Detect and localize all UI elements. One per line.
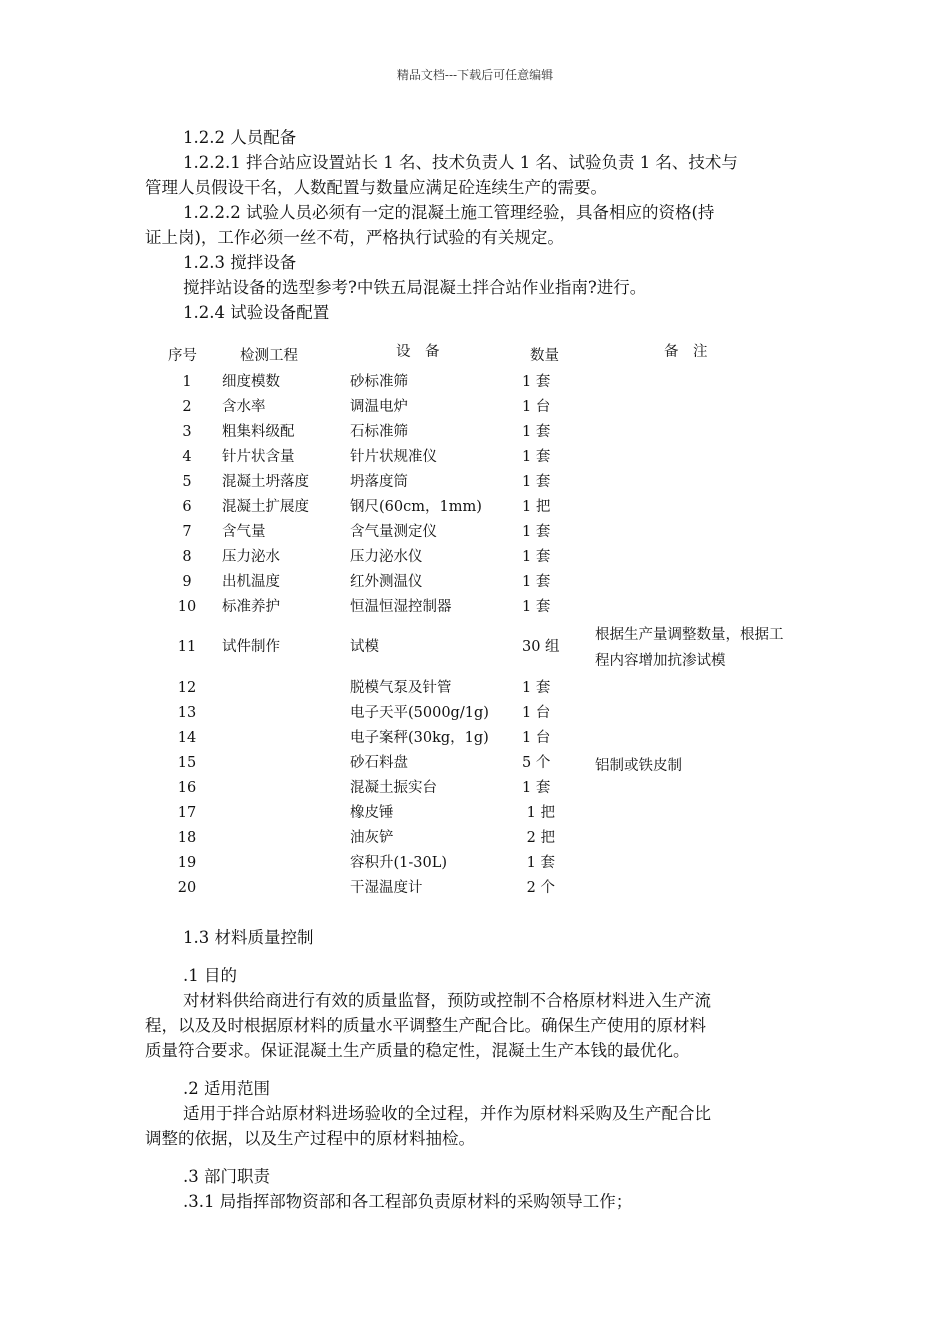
paragraph-line: 1.2.2.1 拌合站应设置站长 1 名、技术负责人 1 名、试验负责 1 名、技术与 <box>183 153 738 172</box>
cell-quantity: 1 套 <box>522 574 551 590</box>
cell-quantity: 1 套 <box>522 374 551 390</box>
cell-equipment: 调温电炉 <box>350 399 408 415</box>
cell-quantity: 1 套 <box>522 549 551 565</box>
cell-no: 17 <box>177 805 197 821</box>
cell-no: 8 <box>182 549 192 565</box>
cell-quantity: 1 套 <box>522 524 551 540</box>
cell-no: 19 <box>177 855 197 871</box>
cell-no: 2 <box>182 399 192 415</box>
paragraph-line: 1.2.2.2 试验人员必须有一定的混凝土施工管理经验，具备相应的资格(持 <box>183 203 715 222</box>
cell-quantity: 5 个 <box>522 755 551 771</box>
cell-no: 11 <box>177 639 197 655</box>
col-header-item: 检测工程 <box>240 348 298 364</box>
cell-equipment: 砂石料盘 <box>350 755 408 771</box>
heading-purpose: .1 目的 <box>183 966 237 985</box>
paragraph-line: 搅拌站设备的选型参考?中铁五局混凝土拌合站作业指南?进行。 <box>183 278 647 297</box>
cell-item: 出机温度 <box>222 574 280 590</box>
cell-equipment: 含气量测定仪 <box>350 524 437 540</box>
table-row <box>0 728 950 753</box>
table-row <box>0 627 950 669</box>
cell-no: 5 <box>182 474 192 490</box>
cell-no: 16 <box>177 780 197 796</box>
heading-1-3: 1.3 材料质量控制 <box>183 928 314 947</box>
cell-equipment: 电子案秤(30kg，1g) <box>350 730 489 746</box>
cell-no: 13 <box>177 705 197 721</box>
cell-quantity: 30 组 <box>522 639 560 655</box>
cell-item: 标准养护 <box>222 599 280 615</box>
paragraph-line: 证上岗)，工作必须一丝不苟，严格执行试验的有关规定。 <box>145 228 564 247</box>
cell-note: 根据生产量调整数量，根据工程内容增加抗渗试模 <box>595 627 784 669</box>
cell-equipment: 油灰铲 <box>350 830 394 846</box>
col-header-no: 序号 <box>168 348 197 364</box>
cell-no: 1 <box>182 374 192 390</box>
heading-responsibilities: .3 部门职责 <box>183 1167 270 1186</box>
cell-quantity: 1 套 <box>522 680 551 696</box>
cell-no: 12 <box>177 680 197 696</box>
page-header: 精品文档---下载后可任意编辑 <box>396 68 554 82</box>
table-row <box>0 372 950 397</box>
cell-equipment: 脱模气泵及针管 <box>350 680 452 696</box>
cell-quantity: 2 把 <box>522 830 555 846</box>
cell-equipment: 针片状规准仪 <box>350 449 437 465</box>
cell-note: 铝制或铁皮制 <box>595 758 682 774</box>
cell-quantity: 1 套 <box>522 855 555 871</box>
cell-no: 15 <box>177 755 197 771</box>
cell-item: 针片状含量 <box>222 449 295 465</box>
cell-equipment: 干湿温度计 <box>350 880 423 896</box>
table-row <box>0 778 950 803</box>
cell-item: 含水率 <box>222 399 266 415</box>
cell-item: 压力泌水 <box>222 549 280 565</box>
table-row <box>0 703 950 728</box>
cell-item: 混凝土坍落度 <box>222 474 309 490</box>
col-header-quantity: 数量 <box>530 348 559 364</box>
col-header-note: 备 注 <box>664 344 708 360</box>
cell-quantity: 1 套 <box>522 599 551 615</box>
cell-no: 6 <box>182 499 192 515</box>
cell-item: 含气量 <box>222 524 266 540</box>
cell-equipment: 电子天平(5000g/1g) <box>350 705 489 721</box>
cell-no: 14 <box>177 730 197 746</box>
cell-item: 细度模数 <box>222 374 280 390</box>
cell-item: 试件制作 <box>222 639 280 655</box>
paragraph-line: 适用于拌合站原材料进场验收的全过程，并作为原材料采购及生产配合比 <box>183 1104 711 1123</box>
cell-quantity: 1 台 <box>522 399 551 415</box>
table-row <box>0 422 950 447</box>
cell-item: 粗集料级配 <box>222 424 295 440</box>
paragraph-line: .3.1 局指挥部物资部和各工程部负责原材料的采购领导工作； <box>183 1192 633 1211</box>
table-row <box>0 522 950 547</box>
cell-equipment: 坍落度筒 <box>350 474 408 490</box>
table-row <box>0 447 950 472</box>
cell-quantity: 1 套 <box>522 474 551 490</box>
heading-1-2-3: 1.2.3 搅拌设备 <box>183 253 297 272</box>
cell-equipment: 钢尺(60cm，1mm) <box>350 499 482 515</box>
cell-quantity: 1 台 <box>522 730 551 746</box>
cell-quantity: 1 套 <box>522 424 551 440</box>
cell-equipment: 试模 <box>350 639 379 655</box>
cell-equipment: 红外测温仪 <box>350 574 423 590</box>
cell-no: 9 <box>182 574 192 590</box>
cell-no: 18 <box>177 830 197 846</box>
table-row <box>0 753 950 778</box>
cell-quantity: 1 套 <box>522 780 551 796</box>
paragraph-line: 管理人员假设干名，人数配置与数量应满足砼连续生产的需要。 <box>145 178 607 197</box>
cell-quantity: 2 个 <box>522 880 555 896</box>
table-row <box>0 472 950 497</box>
cell-no: 7 <box>182 524 192 540</box>
heading-1-2-2: 1.2.2 人员配备 <box>183 128 297 147</box>
paragraph-line: 质量符合要求。保证混凝土生产质量的稳定性，混凝土生产本钱的最优化。 <box>145 1041 690 1060</box>
paragraph-line: 调整的依据，以及生产过程中的原材料抽检。 <box>145 1129 475 1148</box>
cell-quantity: 1 台 <box>522 705 551 721</box>
cell-equipment: 恒温恒湿控制器 <box>350 599 452 615</box>
table-row <box>0 547 950 572</box>
cell-no: 20 <box>177 880 197 896</box>
equipment-table <box>0 338 950 898</box>
heading-scope: .2 适用范围 <box>183 1079 270 1098</box>
table-row <box>0 878 950 903</box>
table-row <box>0 803 950 828</box>
table-row <box>0 678 950 703</box>
paragraph-line: 程，以及及时根据原材料的质量水平调整生产配合比。确保生产使用的原材料 <box>145 1016 706 1035</box>
cell-equipment: 容积升(1-30L) <box>350 855 448 871</box>
cell-equipment: 混凝土振实台 <box>350 780 437 796</box>
cell-no: 10 <box>177 599 197 615</box>
cell-quantity: 1 套 <box>522 449 551 465</box>
table-row <box>0 828 950 853</box>
table-row <box>0 853 950 878</box>
cell-quantity: 1 把 <box>522 805 555 821</box>
cell-no: 4 <box>182 449 192 465</box>
paragraph-line: 对材料供给商进行有效的质量监督，预防或控制不合格原材料进入生产流 <box>183 991 711 1010</box>
heading-1-2-4: 1.2.4 试验设备配置 <box>183 303 330 322</box>
cell-no: 3 <box>182 424 192 440</box>
cell-quantity: 1 把 <box>522 499 551 515</box>
cell-equipment: 石标准筛 <box>350 424 408 440</box>
col-header-equipment: 设 备 <box>396 344 440 360</box>
cell-equipment: 橡皮锤 <box>350 805 394 821</box>
cell-item: 混凝土扩展度 <box>222 499 309 515</box>
table-row <box>0 572 950 597</box>
cell-equipment: 压力泌水仪 <box>350 549 423 565</box>
table-row <box>0 597 950 622</box>
table-row <box>0 497 950 522</box>
cell-equipment: 砂标准筛 <box>350 374 408 390</box>
table-row <box>0 397 950 422</box>
